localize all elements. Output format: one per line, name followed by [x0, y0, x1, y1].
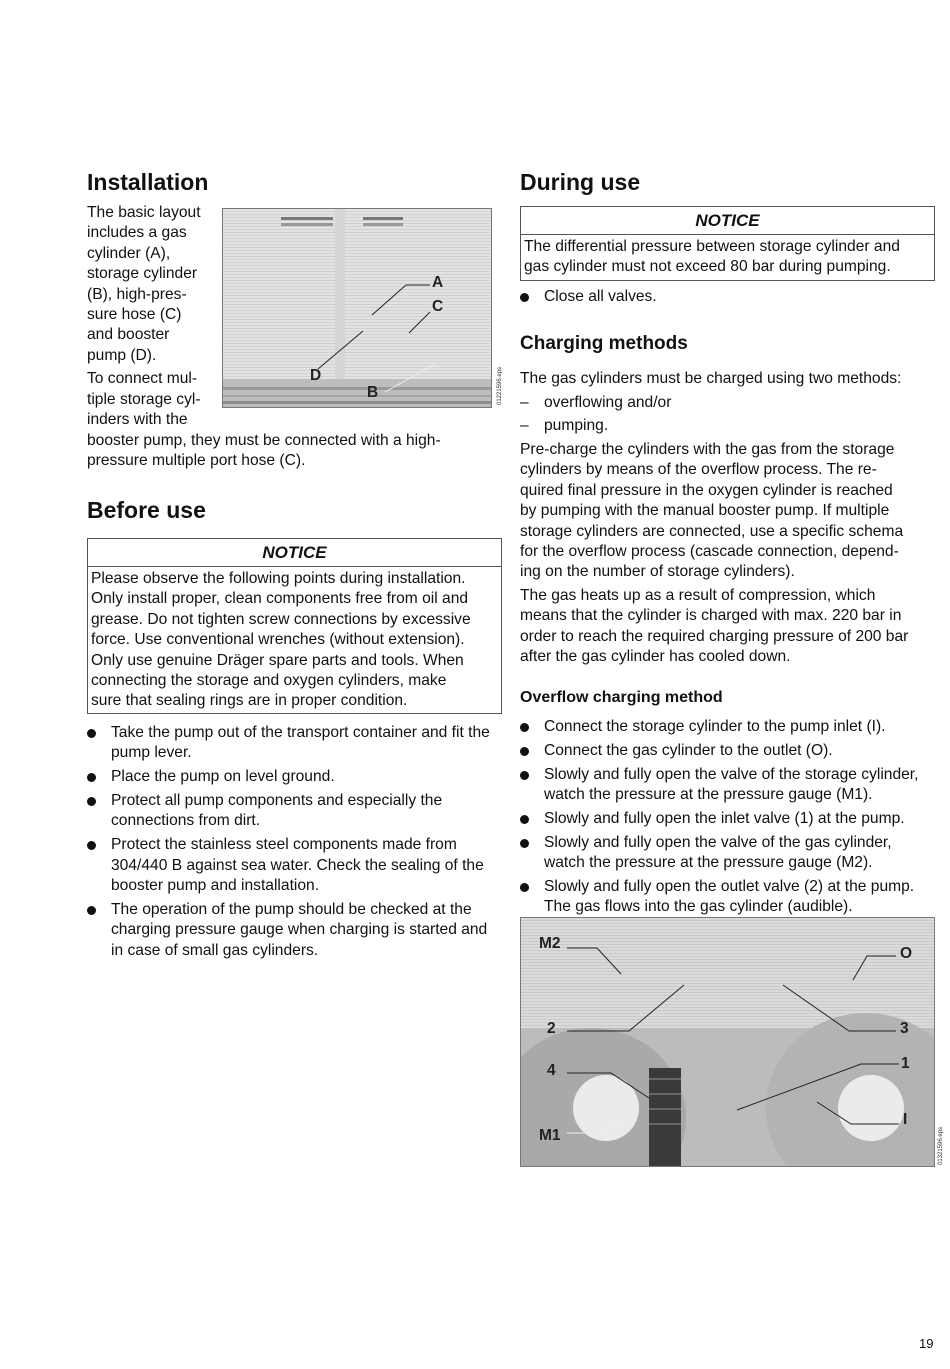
installation-figure-code: 01221596.eps: [497, 366, 503, 405]
installation-full-text: [87, 431, 502, 472]
figure-label-a: A: [432, 274, 444, 291]
installation-figure: [222, 208, 492, 408]
install-line: pressure multiple port hose (C).: [87, 452, 306, 470]
notice-title: NOTICE: [521, 207, 934, 235]
installation-wrap-text: [87, 203, 222, 430]
figure-label-d: D: [310, 367, 322, 384]
list-item: Connect the storage cylinder to the pump inlet (I).: [520, 717, 935, 737]
para-line: by pumping with the manual booster pump. If multiple: [520, 502, 890, 520]
install-line: tiple storage cyl-: [87, 390, 201, 408]
notice-body: [88, 567, 501, 714]
list-item: Slowly and fully open the valve of the gas cylinder, watch the pressure at the pressure gauge (M2).: [520, 833, 935, 874]
para-line: cylinders by means of the overflow process. The re-: [520, 461, 877, 479]
install-line: inders with the: [87, 411, 188, 429]
during-use-notice: [520, 206, 935, 281]
para-line: quired final pressure in the oxygen cylinder is reached: [520, 481, 893, 499]
installation-figure-drawing: [223, 209, 492, 408]
notice-body: [521, 235, 934, 280]
para-line: order to reach the required charging pressure of 200 bar: [520, 627, 909, 645]
charging-intro: The gas cylinders must be charged using two methods:: [520, 370, 902, 387]
notice-line: Only use genuine Dräger spare parts and tools. When: [91, 651, 464, 669]
install-line: (B), high-pres-: [87, 285, 187, 303]
install-line: storage cylinder: [87, 265, 198, 283]
charging-paragraph-1: [520, 440, 940, 583]
list-item: Close all valves.: [520, 287, 935, 307]
before-use-bullets: [87, 723, 502, 964]
para-line: after the gas cylinder has cooled down.: [520, 648, 791, 666]
list-item: Protect all pump components and especially the connections from dirt.: [87, 791, 502, 832]
figure-label-c: C: [432, 298, 444, 315]
figure-label-o: O: [900, 945, 913, 962]
list-item: Take the pump out of the transport container and fit the pump lever.: [87, 723, 502, 764]
overflow-bullets: [520, 717, 935, 921]
figure-label-b: B: [367, 384, 379, 401]
figure-label-1: 1: [901, 1055, 910, 1072]
charging-dash-list: [520, 391, 671, 437]
installation-heading: Installation: [87, 169, 209, 195]
notice-title: NOTICE: [88, 539, 501, 567]
pump-figure-drawing: [521, 918, 935, 1167]
notice-line: connecting the storage and oxygen cylinders, make: [91, 672, 447, 690]
figure-label-3: 3: [900, 1020, 909, 1037]
para-line: ing on the number of storage cylinders).: [520, 563, 795, 581]
notice-line: force. Use conventional wrenches (without extension).: [91, 631, 465, 649]
before-use-notice: [87, 538, 502, 714]
pump-figure: [520, 917, 935, 1167]
list-item: Protect the stainless steel components made from 304/440 B against sea water. Check the sealing of the booster pump and installation.: [87, 835, 502, 896]
page-number: 19: [919, 1336, 934, 1351]
notice-line: The differential pressure between storage cylinder and: [524, 238, 900, 255]
install-line: and booster: [87, 326, 170, 344]
figure-label-m2: M2: [539, 935, 561, 952]
list-item: The operation of the pump should be checked at the charging pressure gauge when charging is started and in case of small gas cylinders.: [87, 900, 502, 961]
list-item: – pumping.: [520, 414, 671, 437]
install-line: includes a gas: [87, 224, 187, 242]
during-use-heading: During use: [520, 169, 641, 195]
list-item: Place the pump on level ground.: [87, 767, 502, 787]
figure-label-i: I: [903, 1111, 908, 1128]
install-line: pump (D).: [87, 346, 157, 364]
charging-paragraph-2: [520, 586, 940, 668]
para-line: storage cylinders are connected, use a specific schema: [520, 522, 904, 540]
during-use-bullets: [520, 287, 935, 311]
notice-line: grease. Do not tighten screw connections by excessive: [91, 610, 471, 628]
para-line: Pre-charge the cylinders with the gas from the storage: [520, 441, 895, 458]
figure-label-2: 2: [547, 1020, 556, 1037]
install-line: booster pump, they must be connected with a high-: [87, 432, 441, 449]
install-line: The basic layout: [87, 204, 201, 221]
install-line: cylinder (A),: [87, 244, 171, 262]
list-item: Connect the gas cylinder to the outlet (O).: [520, 741, 935, 761]
charging-methods-heading: Charging methods: [520, 333, 688, 354]
pump-figure-code: 01321596.eps: [938, 1126, 944, 1165]
overflow-heading: Overflow charging method: [520, 689, 723, 706]
notice-line: gas cylinder must not exceed 80 bar during pumping.: [524, 258, 891, 276]
notice-line: Please observe the following points during installation.: [91, 570, 466, 587]
figure-label-m1: M1: [539, 1127, 561, 1144]
list-item: – overflowing and/or: [520, 391, 671, 414]
list-item: Slowly and fully open the inlet valve (1) at the pump.: [520, 809, 935, 829]
notice-line: Only install proper, clean components free from oil and: [91, 590, 469, 608]
list-item: Slowly and fully open the valve of the storage cylinder, watch the pressure at the pressure gauge (M1).: [520, 765, 935, 806]
before-use-heading: Before use: [87, 497, 206, 523]
para-line: for the overflow process (cascade connection, depend-: [520, 543, 899, 561]
para-line: The gas heats up as a result of compression, which: [520, 587, 876, 604]
para-line: means that the cylinder is charged with max. 220 bar in: [520, 607, 902, 625]
install-line: To connect mul-: [87, 370, 198, 388]
install-line: sure hose (C): [87, 306, 182, 324]
notice-line: sure that sealing rings are in proper condition.: [91, 692, 408, 710]
figure-label-4: 4: [547, 1062, 556, 1079]
list-item: Slowly and fully open the outlet valve (2) at the pump. The gas flows into the gas cylinder (audible).: [520, 877, 935, 918]
